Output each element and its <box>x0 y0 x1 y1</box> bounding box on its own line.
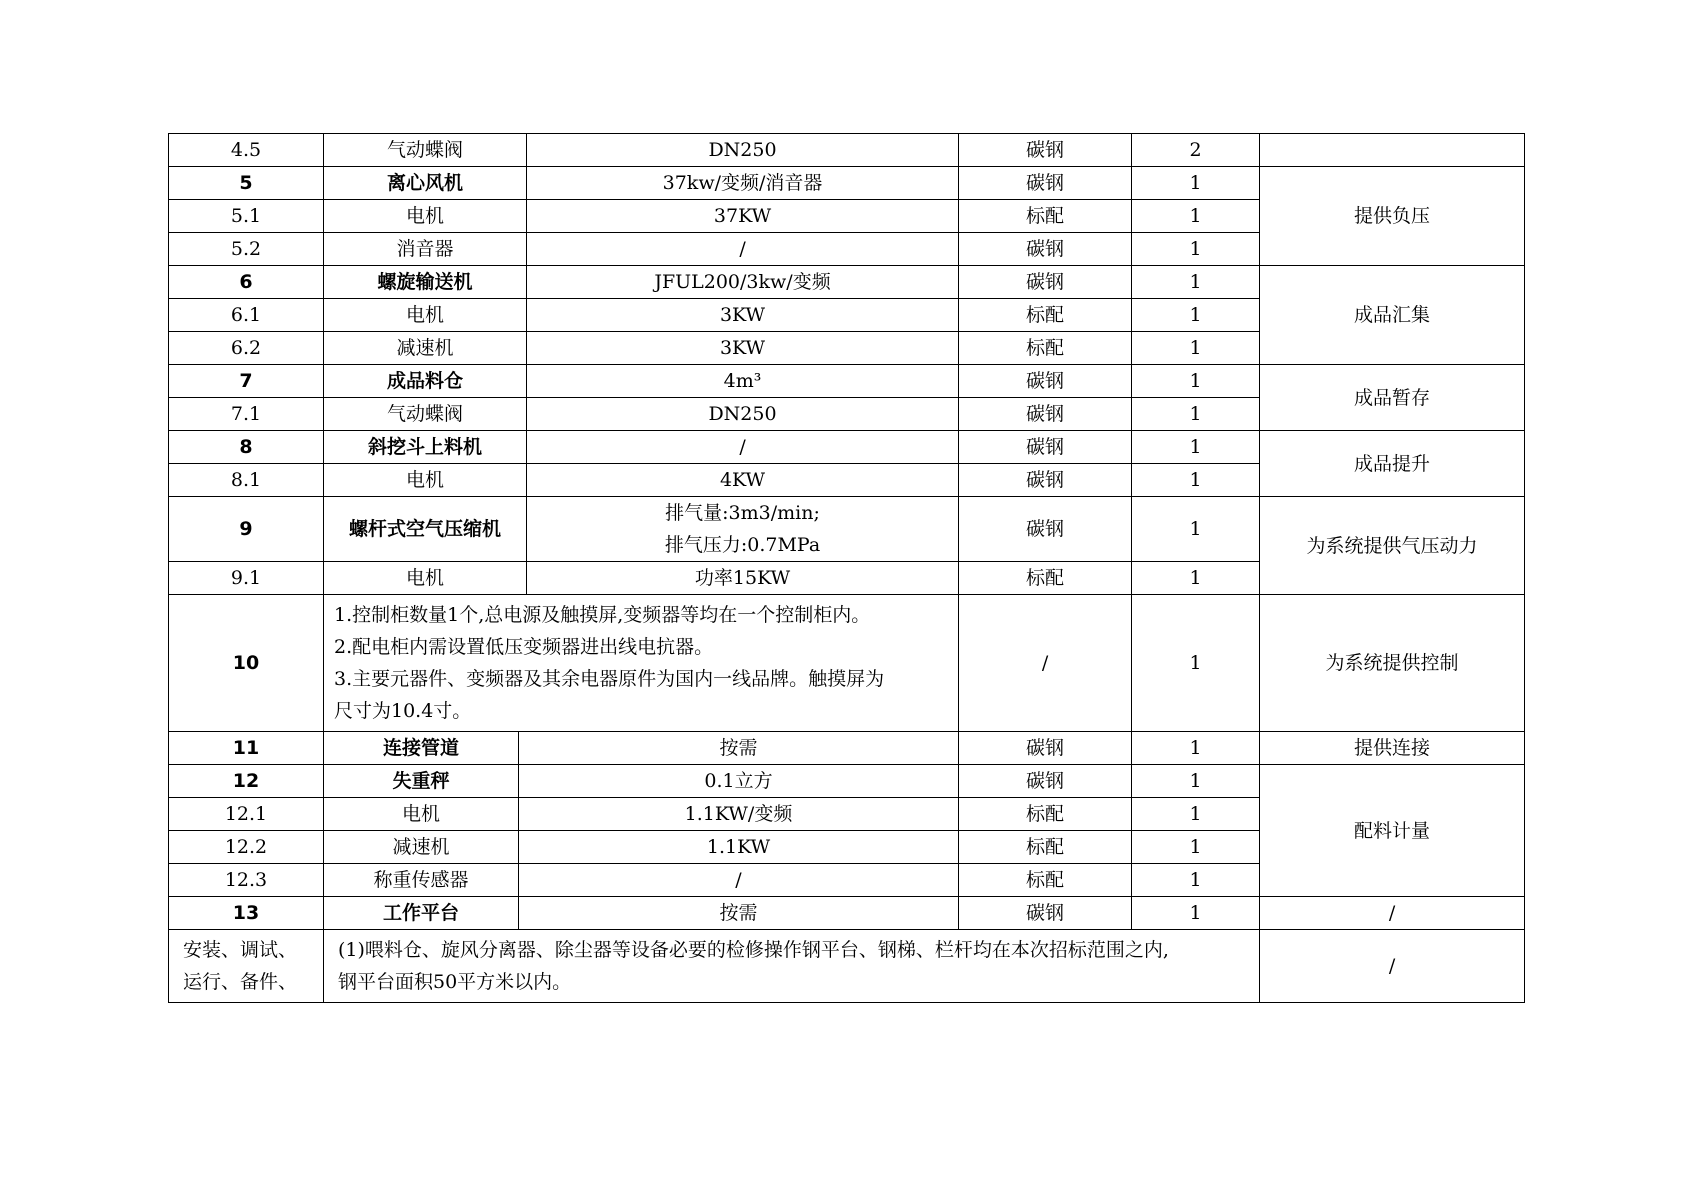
item-name: 减速机 <box>324 831 519 864</box>
item-quantity: 1 <box>1132 562 1260 595</box>
item-name: 气动蝶阀 <box>324 134 527 167</box>
item-quantity: 1 <box>1132 266 1260 299</box>
item-material: 碳钢 <box>959 732 1132 765</box>
item-quantity: 1 <box>1132 897 1260 930</box>
spec-line: 排气量:3m3/min; <box>665 502 820 524</box>
item-material: 碳钢 <box>959 497 1132 562</box>
item-material: 碳钢 <box>959 167 1132 200</box>
item-quantity: 1 <box>1132 464 1260 497</box>
item-material: 标配 <box>959 200 1132 233</box>
table-row <box>169 266 1525 299</box>
item-material: 碳钢 <box>959 134 1132 167</box>
item-spec: 按需 <box>519 897 959 930</box>
item-name: 减速机 <box>324 332 527 365</box>
item-number: 12.2 <box>169 831 324 864</box>
item-number: 8 <box>169 431 324 464</box>
item-number: 6.1 <box>169 299 324 332</box>
item-spec <box>527 497 959 562</box>
item-remark <box>1260 134 1525 167</box>
item-spec: DN250 <box>527 398 959 431</box>
item-quantity: 1 <box>1132 233 1260 266</box>
item-material: 碳钢 <box>959 398 1132 431</box>
item-remark: 成品汇集 <box>1260 266 1525 365</box>
table-row <box>169 897 1525 930</box>
item-spec: 37KW <box>527 200 959 233</box>
install-label <box>169 930 324 1003</box>
description-line: 2.配电柜内需设置低压变频器进出线电抗器。 <box>334 636 714 658</box>
item-number: 10 <box>169 595 324 732</box>
item-material: 碳钢 <box>959 431 1132 464</box>
item-name: 连接管道 <box>324 732 519 765</box>
item-name: 消音器 <box>324 233 527 266</box>
item-name: 失重秤 <box>324 765 519 798</box>
item-quantity: 1 <box>1132 332 1260 365</box>
item-spec: DN250 <box>527 134 959 167</box>
item-quantity: 1 <box>1132 365 1260 398</box>
table-row <box>169 930 1525 1003</box>
item-name: 称重传感器 <box>324 864 519 897</box>
item-material: 标配 <box>959 299 1132 332</box>
table-row <box>169 595 1525 732</box>
item-material: 碳钢 <box>959 464 1132 497</box>
item-name: 电机 <box>324 299 527 332</box>
item-number: 5.2 <box>169 233 324 266</box>
item-quantity: 2 <box>1132 134 1260 167</box>
item-name: 螺旋输送机 <box>324 266 527 299</box>
table-row <box>169 497 1525 562</box>
table-row <box>169 134 1525 167</box>
description-line: 3.主要元器件、变频器及其余电器原件为国内一线品牌。触摸屏为 <box>334 668 885 690</box>
item-name: 工作平台 <box>324 897 519 930</box>
item-number: 12.1 <box>169 798 324 831</box>
item-remark: / <box>1260 897 1525 930</box>
item-spec: 1.1KW/变频 <box>519 798 959 831</box>
item-name: 成品料仓 <box>324 365 527 398</box>
item-name: 离心风机 <box>324 167 527 200</box>
item-quantity: 1 <box>1132 831 1260 864</box>
item-spec: / <box>519 864 959 897</box>
description-line: 1.控制柜数量1个,总电源及触摸屏,变频器等均在一个控制柜内。 <box>334 604 871 626</box>
item-remark: 提供连接 <box>1260 732 1525 765</box>
item-number: 6 <box>169 266 324 299</box>
item-material: 标配 <box>959 798 1132 831</box>
description-line: 尺寸为10.4寸。 <box>334 700 472 722</box>
item-number: 12 <box>169 765 324 798</box>
table-row <box>169 365 1525 398</box>
item-spec: 按需 <box>519 732 959 765</box>
install-label-line: 运行、备件、 <box>183 971 298 993</box>
item-spec: 4KW <box>527 464 959 497</box>
item-name: 气动蝶阀 <box>324 398 527 431</box>
install-label-line: 安装、调试、 <box>183 939 298 961</box>
item-spec: / <box>527 233 959 266</box>
item-name: 电机 <box>324 200 527 233</box>
item-spec: 37kw/变频/消音器 <box>527 167 959 200</box>
item-material: 标配 <box>959 864 1132 897</box>
install-description <box>324 930 1260 1003</box>
item-number: 12.3 <box>169 864 324 897</box>
item-quantity: 1 <box>1132 798 1260 831</box>
item-name: 电机 <box>324 798 519 831</box>
item-material: 标配 <box>959 831 1132 864</box>
item-material: / <box>959 595 1132 732</box>
item-quantity: 1 <box>1132 732 1260 765</box>
item-number: 8.1 <box>169 464 324 497</box>
item-remark: 为系统提供控制 <box>1260 595 1525 732</box>
table-row <box>169 765 1525 798</box>
item-material: 标配 <box>959 332 1132 365</box>
item-spec: 3KW <box>527 299 959 332</box>
equipment-table <box>168 133 1525 1003</box>
install-text-line: (1)喂料仓、旋风分离器、除尘器等设备必要的检修操作钢平台、钢梯、栏杆均在本次招标范围之内, <box>338 939 1169 961</box>
item-remark: 为系统提供气压动力 <box>1260 497 1525 595</box>
table-row <box>169 732 1525 765</box>
item-quantity: 1 <box>1132 497 1260 562</box>
item-number: 7.1 <box>169 398 324 431</box>
item-name: 斜挖斗上料机 <box>324 431 527 464</box>
item-spec: 1.1KW <box>519 831 959 864</box>
item-quantity: 1 <box>1132 431 1260 464</box>
item-material: 标配 <box>959 562 1132 595</box>
item-spec: / <box>527 431 959 464</box>
item-quantity: 1 <box>1132 765 1260 798</box>
item-remark: 成品提升 <box>1260 431 1525 497</box>
item-spec: 功率15KW <box>527 562 959 595</box>
item-number: 13 <box>169 897 324 930</box>
table-row <box>169 431 1525 464</box>
item-quantity: 1 <box>1132 398 1260 431</box>
item-number: 7 <box>169 365 324 398</box>
item-quantity: 1 <box>1132 200 1260 233</box>
item-quantity: 1 <box>1132 595 1260 732</box>
item-quantity: 1 <box>1132 864 1260 897</box>
item-remark: 配料计量 <box>1260 765 1525 897</box>
item-material: 碳钢 <box>959 765 1132 798</box>
item-number: 5.1 <box>169 200 324 233</box>
item-remark: 成品暂存 <box>1260 365 1525 431</box>
item-spec: JFUL200/3kw/变频 <box>527 266 959 299</box>
item-material: 碳钢 <box>959 365 1132 398</box>
item-number: 9 <box>169 497 324 562</box>
item-number: 9.1 <box>169 562 324 595</box>
item-number: 4.5 <box>169 134 324 167</box>
item-material: 碳钢 <box>959 233 1132 266</box>
item-number: 5 <box>169 167 324 200</box>
item-name: 螺杆式空气压缩机 <box>324 497 527 562</box>
item-remark: 提供负压 <box>1260 167 1525 266</box>
item-spec: 4m³ <box>527 365 959 398</box>
item-material: 碳钢 <box>959 897 1132 930</box>
item-description <box>324 595 959 732</box>
table-row <box>169 167 1525 200</box>
item-material: 碳钢 <box>959 266 1132 299</box>
item-spec: 3KW <box>527 332 959 365</box>
item-remark: / <box>1260 930 1525 1003</box>
item-number: 6.2 <box>169 332 324 365</box>
item-name: 电机 <box>324 562 527 595</box>
item-name: 电机 <box>324 464 527 497</box>
spec-line: 排气压力:0.7MPa <box>664 534 821 556</box>
item-spec: 0.1立方 <box>519 765 959 798</box>
item-number: 11 <box>169 732 324 765</box>
item-quantity: 1 <box>1132 299 1260 332</box>
item-quantity: 1 <box>1132 167 1260 200</box>
install-text-line: 钢平台面积50平方米以内。 <box>338 971 572 993</box>
